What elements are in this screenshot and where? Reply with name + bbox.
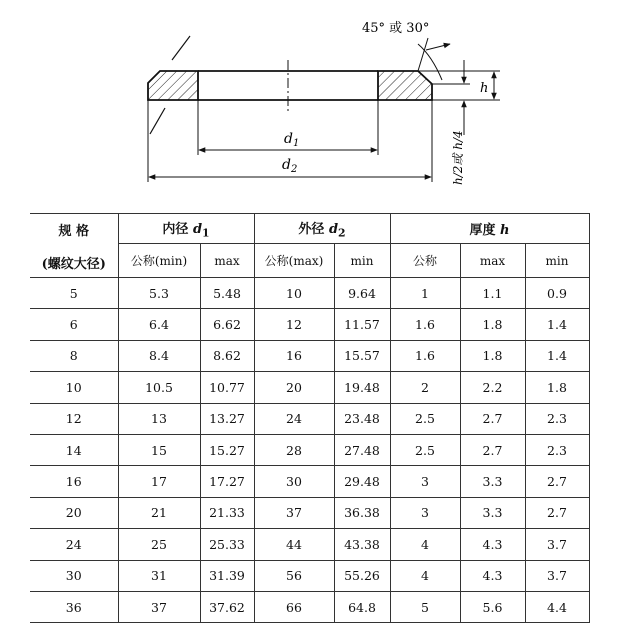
table-row	[30, 340, 589, 371]
right-hatched-section	[378, 71, 432, 100]
table-row	[30, 497, 589, 528]
sub-header: max	[200, 244, 254, 278]
value-cell: 5	[390, 591, 460, 622]
value-cell: 24	[254, 403, 334, 434]
spec-cell: 12	[30, 403, 118, 434]
d2-group-text: 外径	[298, 221, 325, 237]
angle-label: 45° 或 30°	[362, 21, 430, 36]
value-cell: 1.4	[525, 340, 589, 371]
table-row	[30, 372, 589, 403]
value-cell: 1.6	[390, 340, 460, 371]
d2-group-header	[254, 214, 390, 244]
value-cell: 25.33	[200, 529, 254, 560]
value-cell: 25	[118, 529, 200, 560]
d2-dim-label: $d_2$	[282, 157, 298, 175]
spec-cell: 24	[30, 529, 118, 560]
value-cell: 27.48	[334, 434, 390, 465]
value-cell: 20	[254, 372, 334, 403]
value-cell: 11.57	[334, 309, 390, 340]
h-group-sym: h	[500, 223, 510, 238]
side-dim-label: h/2或 h/4	[451, 130, 465, 185]
value-cell: 1.8	[460, 309, 525, 340]
value-cell: 1.1	[460, 278, 525, 309]
value-cell: 10.77	[200, 372, 254, 403]
value-cell: 2	[390, 372, 460, 403]
spec-table-body	[30, 278, 589, 623]
value-cell: 2.7	[460, 403, 525, 434]
spec-cell: 5	[30, 278, 118, 309]
table-row	[30, 309, 589, 340]
value-cell: 2.5	[390, 434, 460, 465]
value-cell: 4.4	[525, 591, 589, 622]
value-cell: 17.27	[200, 466, 254, 497]
value-cell: 3.7	[525, 560, 589, 591]
spec-cell: 10	[30, 372, 118, 403]
d2-group-sub: 2	[338, 226, 346, 240]
value-cell: 2.7	[525, 497, 589, 528]
value-cell: 31.39	[200, 560, 254, 591]
table-row	[30, 529, 589, 560]
value-cell: 17	[118, 466, 200, 497]
spec-header	[30, 214, 118, 278]
value-cell: 4.3	[460, 529, 525, 560]
value-cell: 36.38	[334, 497, 390, 528]
value-cell: 3.7	[525, 529, 589, 560]
d1-group-text: 内径	[162, 221, 189, 237]
spec-header-line1: 规 格	[58, 223, 90, 239]
value-cell: 5.6	[460, 591, 525, 622]
value-cell: 5.48	[200, 278, 254, 309]
sub-header: min	[525, 244, 589, 278]
value-cell: 19.48	[334, 372, 390, 403]
value-cell: 4	[390, 560, 460, 591]
value-cell: 0.9	[525, 278, 589, 309]
table-row	[30, 466, 589, 497]
value-cell: 8.62	[200, 340, 254, 371]
h-group-header	[390, 214, 589, 244]
value-cell: 4	[390, 529, 460, 560]
sub-header: 公称(max)	[254, 244, 334, 278]
value-cell: 31	[118, 560, 200, 591]
d2-group-sym: d	[328, 221, 339, 237]
value-cell: 1	[390, 278, 460, 309]
value-cell: 1.8	[525, 372, 589, 403]
spec-cell: 30	[30, 560, 118, 591]
value-cell: 15	[118, 434, 200, 465]
value-cell: 37	[254, 497, 334, 528]
value-cell: 15.27	[200, 434, 254, 465]
sub-header: min	[334, 244, 390, 278]
value-cell: 2.3	[525, 434, 589, 465]
value-cell: 13.27	[200, 403, 254, 434]
value-cell: 3.3	[460, 466, 525, 497]
value-cell: 21	[118, 497, 200, 528]
header-row-groups	[30, 214, 589, 244]
value-cell: 28	[254, 434, 334, 465]
value-cell: 37	[118, 591, 200, 622]
table-row	[30, 560, 589, 591]
value-cell: 2.5	[390, 403, 460, 434]
value-cell: 44	[254, 529, 334, 560]
value-cell: 8.4	[118, 340, 200, 371]
spec-cell: 14	[30, 434, 118, 465]
spec-cell: 8	[30, 340, 118, 371]
value-cell: 1.8	[460, 340, 525, 371]
value-cell: 6.4	[118, 309, 200, 340]
value-cell: 66	[254, 591, 334, 622]
value-cell: 3	[390, 466, 460, 497]
value-cell: 4.3	[460, 560, 525, 591]
table-row	[30, 278, 589, 309]
value-cell: 6.62	[200, 309, 254, 340]
washer-spec-table	[30, 213, 590, 623]
value-cell: 13	[118, 403, 200, 434]
washer-section-drawing	[0, 0, 619, 200]
value-cell: 37.62	[200, 591, 254, 622]
value-cell: 1.6	[390, 309, 460, 340]
value-cell: 10.5	[118, 372, 200, 403]
value-cell: 64.8	[334, 591, 390, 622]
d1-group-sym: d	[192, 221, 203, 237]
value-cell: 23.48	[334, 403, 390, 434]
value-cell: 3	[390, 497, 460, 528]
value-cell: 5.3	[118, 278, 200, 309]
d1-group-sub: 1	[202, 226, 210, 240]
d1-dim-label: $d_1$	[284, 131, 300, 149]
value-cell: 12	[254, 309, 334, 340]
value-cell: 56	[254, 560, 334, 591]
spec-cell: 16	[30, 466, 118, 497]
value-cell: 2.2	[460, 372, 525, 403]
table-row	[30, 591, 589, 622]
spec-cell: 36	[30, 591, 118, 622]
value-cell: 2.7	[460, 434, 525, 465]
value-cell: 15.57	[334, 340, 390, 371]
value-cell: 30	[254, 466, 334, 497]
value-cell: 1.4	[525, 309, 589, 340]
value-cell: 29.48	[334, 466, 390, 497]
spec-cell: 20	[30, 497, 118, 528]
value-cell: 3.3	[460, 497, 525, 528]
sub-header: max	[460, 244, 525, 278]
value-cell: 2.7	[525, 466, 589, 497]
value-cell: 21.33	[200, 497, 254, 528]
h-group-text: 厚度	[469, 223, 496, 238]
value-cell: 16	[254, 340, 334, 371]
spec-header-line2: (螺纹大径)	[41, 256, 106, 272]
value-cell: 2.3	[525, 403, 589, 434]
value-cell: 9.64	[334, 278, 390, 309]
h-dim-label: h	[480, 81, 489, 96]
left-hatched-section	[148, 71, 198, 100]
sub-header: 公称(min)	[118, 244, 200, 278]
table-row	[30, 403, 589, 434]
value-cell: 43.38	[334, 529, 390, 560]
table-row	[30, 434, 589, 465]
value-cell: 10	[254, 278, 334, 309]
value-cell: 55.26	[334, 560, 390, 591]
d1-group-header	[118, 214, 254, 244]
sub-header: 公称	[390, 244, 460, 278]
spec-cell: 6	[30, 309, 118, 340]
